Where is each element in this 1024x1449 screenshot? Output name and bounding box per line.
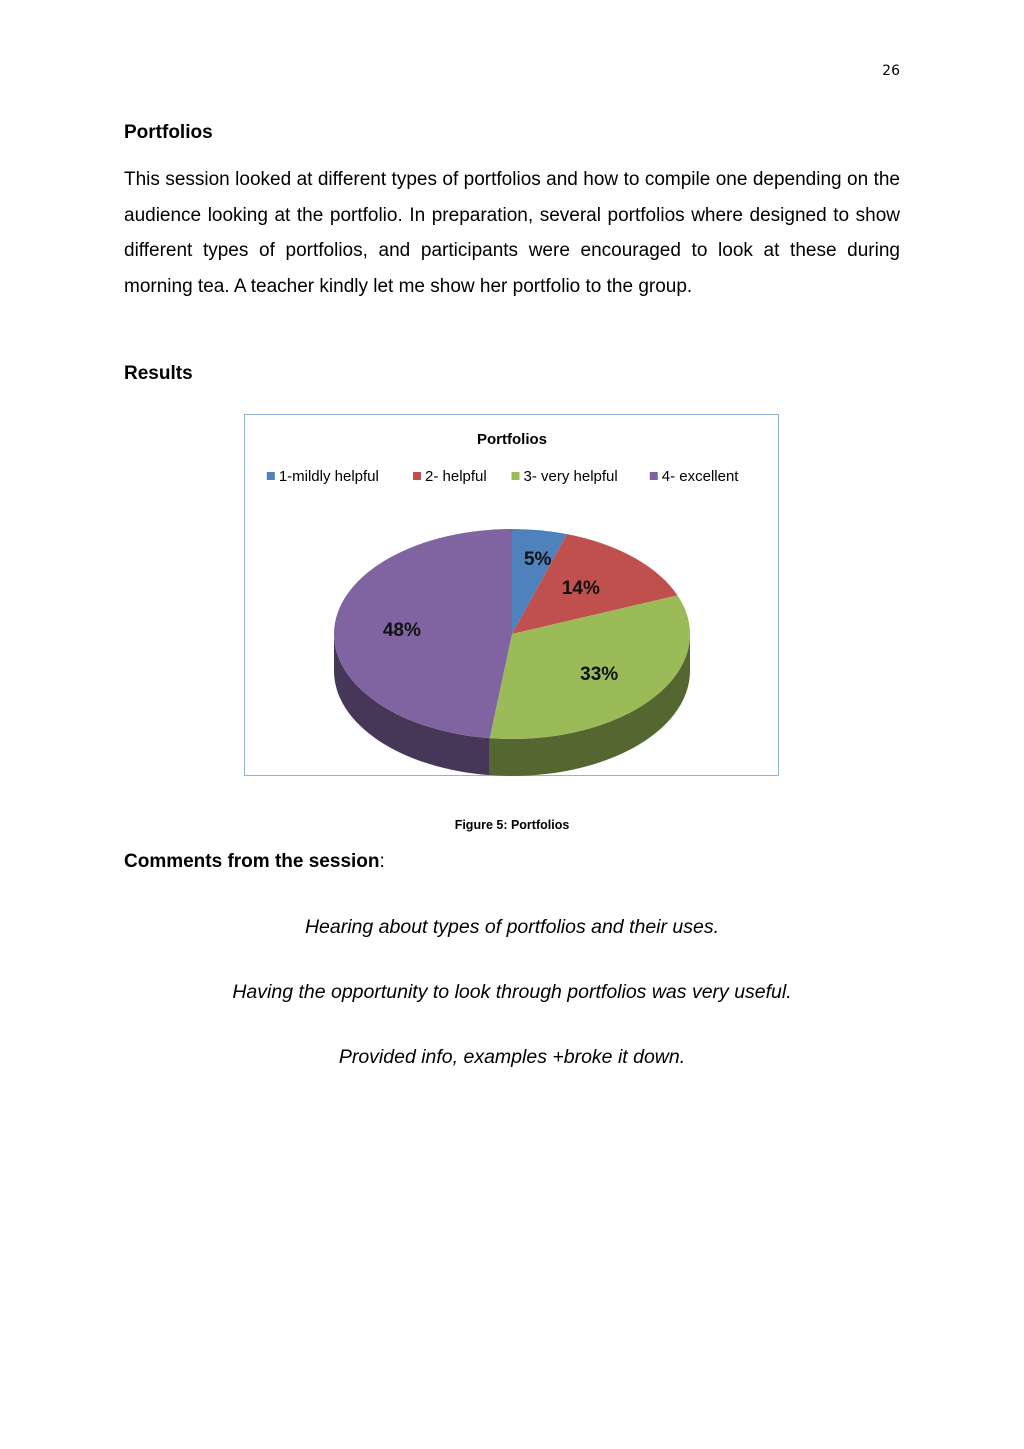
page-number: 26 [882,63,900,79]
comments-heading-text: Comments from the session [124,851,380,872]
pie-label-4-excellent: 48% [382,619,421,641]
legend-label-2-helpful: 2- helpful [425,468,487,485]
legend-swatch-2-helpful [413,472,421,480]
comment-quote: Having the opportunity to look through portfolios was very useful. [232,981,792,1003]
pie-chart [244,414,779,776]
comment-quote: Provided info, examples +broke it down. [338,1046,686,1068]
legend-label-1-mildly-helpful: 1-mildly helpful [278,468,379,485]
legend-swatch-3-very-helpful [512,472,520,480]
figure-caption: Figure 5: Portfolios [454,818,570,832]
section-heading-results: Results [124,363,193,384]
comments-heading-colon: : [379,851,385,872]
comments-heading [124,851,385,873]
legend-swatch-1-mildly-helpful [267,472,275,480]
chart-legend [267,468,739,485]
pie-label-1-mildly-helpful: 5% [523,549,552,571]
legend-label-4-excellent: 4- excellent [661,468,739,485]
section-heading-portfolios: Portfolios [124,122,213,143]
chart-title: Portfolios [477,431,547,448]
legend-label-3-very-helpful: 3- very helpful [523,468,618,485]
legend-swatch-4-excellent [650,472,658,480]
pie-slices [334,529,690,776]
pie-label-2-helpful: 14% [561,577,600,599]
comment-quote: Hearing about types of portfolios and their uses. [304,916,720,938]
pie-label-3-very-helpful: 33% [580,663,619,685]
body-paragraph: This session looked at different types of portfolios and how to compile one depending on the audience looking at the portfolio. In preparation, several portfolios where designed to show different types of portfolios, and participants were encouraged to look at these during morning tea. A teacher kindly let me show her portfolio to the group. [124,169,900,297]
pie-chart-svg [245,415,780,777]
